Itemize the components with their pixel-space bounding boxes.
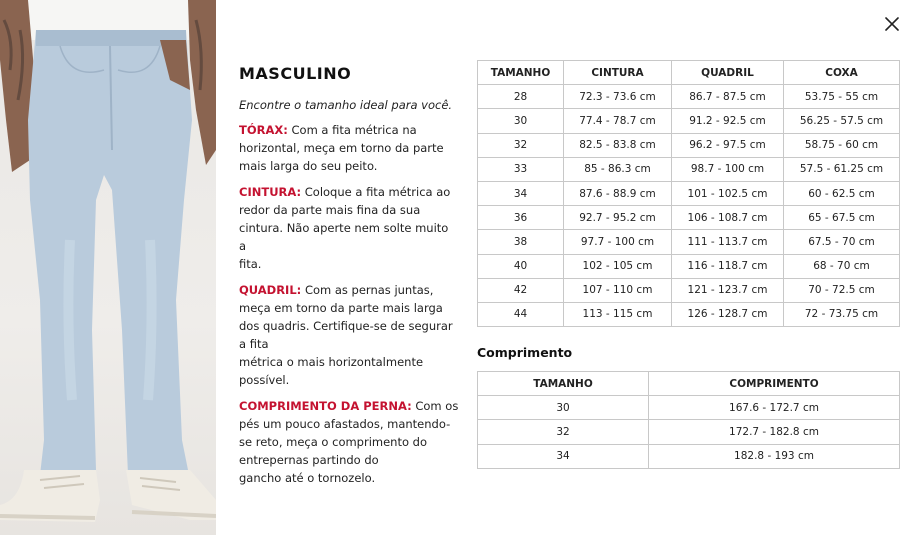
cell-hip: 116 - 118.7 cm [672,254,784,278]
table-row [478,109,900,133]
cell-size: 36 [478,206,564,230]
cell-hip: 91.2 - 92.5 cm [672,109,784,133]
table-row [478,133,900,157]
measurement-guide [239,64,459,495]
cell-waist: 87.6 - 88.9 cm [564,181,672,205]
hip-instructions [239,281,459,389]
cell-waist: 107 - 110 cm [564,278,672,302]
page-title: MASCULINO [239,64,352,83]
header-thigh: COXA [784,61,900,85]
header-size: TAMANHO [478,61,564,85]
hip-label: QUADRIL: [239,283,302,297]
cell-thigh: 70 - 72.5 cm [784,278,900,302]
table-row [478,396,900,420]
jeans-model-illustration [0,0,216,535]
cell-length: 167.6 - 172.7 cm [649,396,900,420]
cell-hip: 96.2 - 97.5 cm [672,133,784,157]
header-hip: QUADRIL [672,61,784,85]
chest-label: TÓRAX: [239,123,288,137]
cell-thigh: 65 - 67.5 cm [784,206,900,230]
table-row [478,181,900,205]
table-row [478,444,900,468]
cell-waist: 85 - 86.3 cm [564,157,672,181]
table-row [478,230,900,254]
cell-thigh: 58.75 - 60 cm [784,133,900,157]
header-size: TAMANHO [478,372,649,396]
waist-text: Coloque a fita métrica ao redor da parte mais fina da sua cintura. Não aperte nem solte muito a fita. [239,185,451,271]
length-section-title: Comprimento [477,345,573,360]
cell-waist: 92.7 - 95.2 cm [564,206,672,230]
page-subtitle: Encontre o tamanho ideal para você. [239,98,453,112]
table-header-row [478,61,900,85]
cell-size: 44 [478,302,564,326]
cell-hip: 106 - 108.7 cm [672,206,784,230]
header-waist: CINTURA [564,61,672,85]
cell-waist: 97.7 - 100 cm [564,230,672,254]
cell-thigh: 53.75 - 55 cm [784,85,900,109]
cell-thigh: 68 - 70 cm [784,254,900,278]
table-row [478,302,900,326]
cell-thigh: 67.5 - 70 cm [784,230,900,254]
leg-length-label: COMPRIMENTO DA PERNA: [239,399,412,413]
table-row [478,206,900,230]
leg-length-instructions [239,397,459,487]
cell-size: 34 [478,444,649,468]
leg-length-text: Com os pés um pouco afastados, mantendo- se reto, meça o comprimento do entrepernas partindo do gancho até o tornozelo. [239,399,459,485]
waist-label: CINTURA: [239,185,302,199]
cell-waist: 72.3 - 73.6 cm [564,85,672,109]
cell-size: 30 [478,109,564,133]
header-length: COMPRIMENTO [649,372,900,396]
table-row [478,278,900,302]
cell-size: 28 [478,85,564,109]
chest-instructions [239,121,459,175]
size-table [477,60,900,327]
table-row [478,157,900,181]
cell-hip: 98.7 - 100 cm [672,157,784,181]
length-table [477,371,900,469]
cell-size: 34 [478,181,564,205]
cell-waist: 82.5 - 83.8 cm [564,133,672,157]
cell-length: 172.7 - 182.8 cm [649,420,900,444]
table-row [478,420,900,444]
waist-instructions [239,183,459,273]
table-row [478,254,900,278]
cell-thigh: 57.5 - 61.25 cm [784,157,900,181]
cell-size: 32 [478,133,564,157]
table-header-row [478,372,900,396]
cell-thigh: 56.25 - 57.5 cm [784,109,900,133]
cell-waist: 102 - 105 cm [564,254,672,278]
cell-thigh: 60 - 62.5 cm [784,181,900,205]
cell-waist: 77.4 - 78.7 cm [564,109,672,133]
cell-hip: 111 - 113.7 cm [672,230,784,254]
cell-hip: 126 - 128.7 cm [672,302,784,326]
hip-text: Com as pernas juntas, meça em torno da parte mais larga dos quadris. Certifique-se de segurar a fita métrica o mais horizontalmente possível. [239,283,453,387]
cell-size: 30 [478,396,649,420]
cell-size: 40 [478,254,564,278]
cell-length: 182.8 - 193 cm [649,444,900,468]
cell-hip: 101 - 102.5 cm [672,181,784,205]
close-button[interactable] [880,12,904,36]
cell-hip: 121 - 123.7 cm [672,278,784,302]
table-row [478,85,900,109]
chest-text: Com a fita métrica na horizontal, meça em torno da parte mais larga do seu peito. [239,123,444,173]
product-photo [0,0,216,535]
cell-thigh: 72 - 73.75 cm [784,302,900,326]
cell-size: 32 [478,420,649,444]
cell-size: 42 [478,278,564,302]
cell-size: 38 [478,230,564,254]
cell-hip: 86.7 - 87.5 cm [672,85,784,109]
cell-size: 33 [478,157,564,181]
close-icon [885,17,899,31]
cell-waist: 113 - 115 cm [564,302,672,326]
